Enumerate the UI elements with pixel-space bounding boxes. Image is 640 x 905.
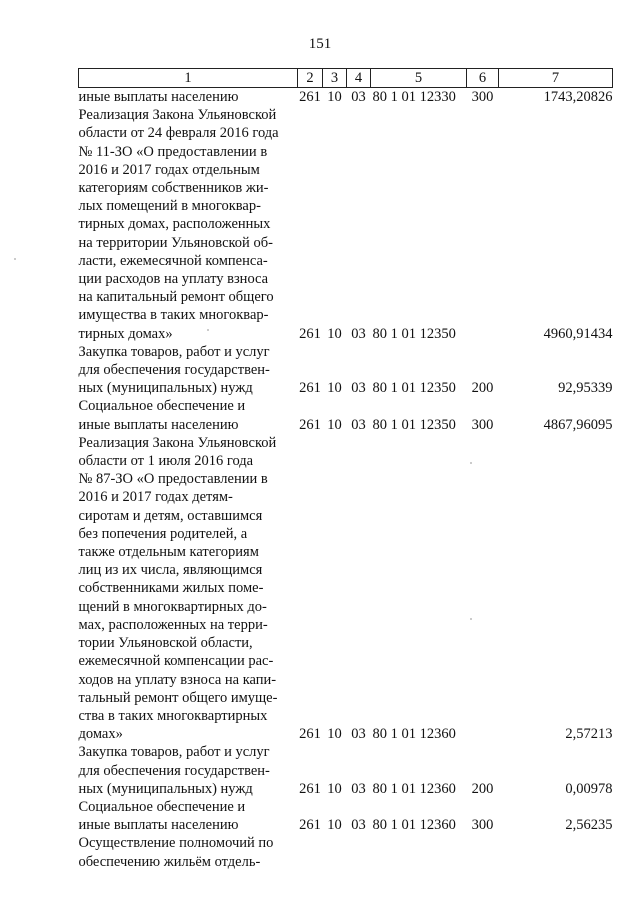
row-description: Социальное обеспечение и иные выплаты населению — [78, 398, 246, 433]
row-expense-type — [467, 834, 499, 870]
row-target-article: 80 1 01 12350 — [372, 416, 456, 433]
table-row — [79, 743, 613, 798]
table-row — [79, 834, 613, 870]
row-description: Реализация Закона Ульяновской области от 1 июля 2016 года № 87-ЗО «О предоставлении в 2016 и 2017 годах детям- сиротам и детям, оставшимся без попечения родителей, а также отдельным категориям лиц из их числа, являющимся собственниками жилых поме- щений в многоквартирных до- мах, расположенных на терри- тории Ульяновской области, ежемесячной компенсации рас- ходов на уплату взноса на капи- тальный ремонт общего имуще- ства в таких многоквартирных домах» — [78, 434, 278, 743]
row-description: Закупка товаров, работ и услуг для обеспечения государствен- ных (муниципальных) нужд — [78, 343, 270, 397]
row-description: Социальное обеспечение и иные выплаты населению — [78, 798, 246, 834]
scan-speck — [470, 618, 472, 620]
table-row — [79, 106, 613, 343]
row-admin-code: 261 — [299, 817, 321, 834]
budget-table — [78, 68, 613, 871]
row-expense-type: 200 — [471, 380, 494, 397]
row-target-article: 80 1 01 12350 — [372, 325, 456, 342]
row-description: иные выплаты населению — [78, 89, 239, 105]
row-amount: 2,57213 — [565, 726, 613, 743]
row-target-article — [371, 834, 467, 870]
scan-speck — [14, 258, 16, 260]
table-row — [79, 343, 613, 398]
row-expense-type — [467, 106, 499, 343]
row-target-article: 80 1 01 12360 — [372, 817, 456, 834]
row-subsection-code: 03 — [351, 89, 366, 105]
row-section-code: 10 — [327, 726, 342, 743]
column-header-4: 4 — [347, 69, 371, 88]
row-subsection-code: 03 — [351, 416, 366, 433]
table-header-row — [79, 69, 613, 88]
row-section-code: 10 — [327, 780, 342, 797]
row-expense-type: 300 — [471, 416, 494, 433]
row-description: Осуществление полномочий по обеспечению жильём отдель- — [78, 835, 274, 870]
row-description: Реализация Закона Ульяновской области от 24 февраля 2016 года № 11-ЗО «О предоставлении в 2016 и 2017 годах отдельным категориям собственников жи- лых помещений в многоквар- тирных домах, расположенных на территории Ульяновской об- ласти, ежемесячной компенса- ции расходов на уплату взноса на капитальный ремонт общего имущества в таких многоквар- тирных домах» — [78, 107, 279, 342]
scan-speck — [470, 462, 472, 464]
row-target-article: 80 1 01 12360 — [372, 726, 456, 743]
row-subsection-code: 03 — [351, 817, 366, 834]
row-subsection-code — [347, 834, 371, 870]
row-expense-type: 300 — [471, 817, 494, 834]
row-admin-code: 261 — [299, 325, 321, 342]
page-number: 151 — [308, 36, 332, 52]
row-section-code: 10 — [327, 380, 342, 397]
row-amount: 4867,96095 — [543, 416, 613, 433]
table-body — [79, 88, 613, 871]
table-row — [79, 88, 613, 107]
row-amount: 4960,91434 — [543, 325, 613, 342]
row-section-code — [323, 834, 347, 870]
row-subsection-code: 03 — [351, 325, 366, 342]
row-admin-code: 261 — [299, 726, 321, 743]
table-row — [79, 397, 613, 433]
row-expense-type — [467, 434, 499, 743]
scan-speck — [207, 329, 209, 331]
row-admin-code — [298, 834, 323, 870]
row-section-code: 10 — [327, 325, 342, 342]
column-header-6: 6 — [467, 69, 499, 88]
row-amount: 92,95339 — [558, 380, 613, 397]
row-expense-type: 300 — [471, 89, 494, 105]
row-subsection-code: 03 — [351, 726, 366, 743]
row-target-article: 80 1 01 12330 — [372, 89, 456, 105]
row-amount: 2,56235 — [565, 817, 613, 834]
row-admin-code: 261 — [299, 89, 321, 105]
row-section-code: 10 — [327, 817, 342, 834]
row-admin-code: 261 — [299, 780, 321, 797]
row-target-article: 80 1 01 12350 — [372, 380, 456, 397]
column-header-5: 5 — [371, 69, 467, 88]
column-header-2: 2 — [298, 69, 323, 88]
row-target-article: 80 1 01 12360 — [372, 780, 456, 797]
row-subsection-code: 03 — [351, 780, 366, 797]
column-header-1: 1 — [79, 69, 298, 88]
row-amount — [499, 834, 613, 870]
row-description: Закупка товаров, работ и услуг для обеспечения государствен- ных (муниципальных) нужд — [78, 744, 270, 797]
row-amount: 0,00978 — [565, 780, 613, 797]
row-expense-type: 200 — [471, 780, 494, 797]
row-admin-code: 261 — [299, 380, 321, 397]
table-row — [79, 798, 613, 834]
column-header-3: 3 — [323, 69, 347, 88]
row-amount: 1743,20826 — [543, 89, 613, 105]
row-admin-code: 261 — [299, 416, 321, 433]
row-section-code: 10 — [327, 416, 342, 433]
row-subsection-code: 03 — [351, 380, 366, 397]
column-header-7: 7 — [499, 69, 613, 88]
table-row — [79, 434, 613, 743]
row-section-code: 10 — [327, 89, 342, 105]
